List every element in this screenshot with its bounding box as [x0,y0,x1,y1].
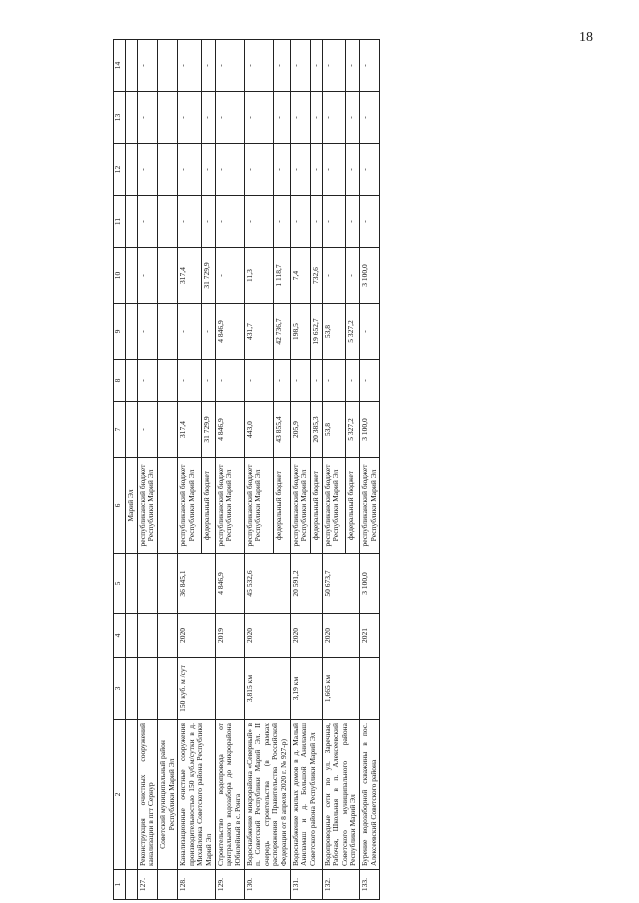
total-cost: 20 591,2 [290,554,322,614]
value-c13: - [360,92,380,144]
value-c10: 11,3 [244,248,273,304]
value-c10: - [137,248,157,304]
value-c8: - [360,360,380,402]
col-header: 11 [114,196,126,248]
col-header: 1 [114,870,126,900]
value-c7: 20 385,3 [310,402,322,458]
value-c8: - [322,360,346,402]
value-c13: - [290,92,310,144]
value-c14: - [244,40,273,92]
value-c14: - [215,40,244,92]
region-row [157,40,177,900]
object-name: Водоснабжение микрорайона «Северный» в п. Советский Республики Марий Эл. II очередь строительства (в рамках распоряжения Правительства Российской Федерации от 8 апреля 2020 г. № 927-р) [244,720,290,870]
value-c13: - [215,92,244,144]
total-cost: 3 100,0 [360,554,380,614]
year: 2020 [322,614,360,658]
value-c7: 3 100,0 [360,402,380,458]
value-c8: - [346,360,360,402]
funding-source: республиканский бюджет Республики Марий Эл [290,458,310,554]
col-header: 6 [114,458,126,554]
object-name: Строительство водопровода от центрального водозабора до микрорайона Юбилейный в с. Ронга [215,720,244,870]
total-cost: 45 532,6 [244,554,290,614]
value-c8: - [244,360,273,402]
year [137,614,157,658]
value-c11: - [310,196,322,248]
value-c10: 1 118,7 [273,248,290,304]
region-title: Советский муниципальный район Республики Марий Эл [157,720,177,870]
value-c14: - [290,40,310,92]
col-header: 14 [114,40,126,92]
value-c14: - [137,40,157,92]
capacity [137,658,157,720]
value-c9: - [178,304,202,360]
value-c12: - [290,144,310,196]
table-row [322,40,346,900]
value-c12: - [273,144,290,196]
value-c13: - [178,92,202,144]
rotated-table-container [113,40,633,900]
table-row [178,40,202,900]
value-c12: - [215,144,244,196]
value-c7: 443,0 [244,402,273,458]
value-c9: 431,7 [244,304,273,360]
value-c9: 5 327,2 [346,304,360,360]
funding-source: федеральный бюджет [310,458,322,554]
value-c10: - [215,248,244,304]
col-header: 8 [114,360,126,402]
col-header: 2 [114,720,126,870]
value-c8: - [273,360,290,402]
header-row [114,40,126,900]
object-name: Канализационные очистные сооружения производительностью 150 куб.м/сутки в д. Михайловка Советского района Республики Марий Эл [178,720,216,870]
value-c9: 198,5 [290,304,310,360]
total-cost: 36 845,1 [178,554,216,614]
row-number: 133. [360,870,380,900]
value-c14: - [346,40,360,92]
capacity: 1,665 км [322,658,360,720]
col-header: 4 [114,614,126,658]
year: 2020 [244,614,290,658]
value-c12: - [244,144,273,196]
year: 2019 [215,614,244,658]
table-row [360,40,380,900]
value-c9: 42 736,7 [273,304,290,360]
value-c14: - [273,40,290,92]
value-c13: - [346,92,360,144]
value-c13: - [137,92,157,144]
col-header: 13 [114,92,126,144]
year: 2020 [290,614,322,658]
value-c12: - [178,144,202,196]
row-number: 128. [178,870,216,900]
object-name: Бурение водозаборной скважины в пос. Алексеевский Советского района [360,720,380,870]
table-row [244,40,273,900]
value-c14: - [178,40,202,92]
value-c10: 31 729,9 [201,248,215,304]
year: 2020 [178,614,216,658]
year: 2021 [360,614,380,658]
value-c11: - [273,196,290,248]
object-name: Водопроводные сети по ул. Заречная, Рабочая, Школьная в п. Алексеевский Советского муниципального района Республики Марий Эл [322,720,360,870]
value-c11: - [244,196,273,248]
value-c12: - [346,144,360,196]
value-c8: - [178,360,202,402]
value-c9: - [360,304,380,360]
value-c8: - [290,360,310,402]
value-c11: - [346,196,360,248]
object-name: Реконструкция очистных сооружений канализации в пгт Сернур [137,720,157,870]
value-c7: 43 855,4 [273,402,290,458]
row-number: 129. [215,870,244,900]
capacity [360,658,380,720]
value-c8: - [137,360,157,402]
value-c7: 4 846,9 [215,402,244,458]
table-row [290,40,310,900]
total-cost: 50 673,7 [322,554,360,614]
value-c14: - [360,40,380,92]
col-header: 10 [114,248,126,304]
row-number: 127. [137,870,157,900]
capacity: 3,815 км [244,658,290,720]
value-c12: - [137,144,157,196]
value-c7: 317,4 [178,402,202,458]
funding-source: федеральный бюджет [201,458,215,554]
row-number: 131. [290,870,322,900]
value-c13: - [322,92,346,144]
value-c10: - [322,248,346,304]
value-c10: 3 100,0 [360,248,380,304]
value-c11: - [178,196,202,248]
value-c14: - [310,40,322,92]
col-header: 5 [114,554,126,614]
value-c14: - [322,40,346,92]
value-c7: 53,8 [322,402,346,458]
value-c9: - [201,304,215,360]
table-row [215,40,244,900]
capacity: 3,19 км [290,658,322,720]
value-c10: 7,4 [290,248,310,304]
value-c9: 4 846,9 [215,304,244,360]
value-c11: - [215,196,244,248]
capacity: 150 куб. м /сут [178,658,216,720]
funding-source: федеральный бюджет [273,458,290,554]
value-c12: - [201,144,215,196]
value-c7: 205,9 [290,402,310,458]
object-name: Водоснабжение жилых домов в д. Малый Аниламаш и д. Большой Аниламаш Советского района Республики Марий Эл [290,720,322,870]
value-c11: - [360,196,380,248]
value-c13: - [201,92,215,144]
page-number: 18 [579,30,593,45]
funding-source: республиканский бюджет Республики Марий Эл [322,458,346,554]
continuation-row [126,40,138,900]
value-c7: - [137,402,157,458]
total-cost: 4 846,9 [215,554,244,614]
value-c14: - [201,40,215,92]
value-c10: 732,6 [310,248,322,304]
value-c7: 31 729,9 [201,402,215,458]
value-c12: - [322,144,346,196]
value-c11: - [322,196,346,248]
value-c8: - [215,360,244,402]
value-c8: - [201,360,215,402]
continuation-source: Марий Эл [126,458,138,554]
row-number: 130. [244,870,290,900]
col-header: 7 [114,402,126,458]
value-c9: 19 652,7 [310,304,322,360]
value-c7: 5 327,2 [346,402,360,458]
value-c9: - [137,304,157,360]
value-c10: - [346,248,360,304]
value-c11: - [137,196,157,248]
value-c13: - [273,92,290,144]
value-c12: - [310,144,322,196]
total-cost [137,554,157,614]
value-c13: - [244,92,273,144]
value-c11: - [290,196,310,248]
row-number: 132. [322,870,360,900]
capacity [215,658,244,720]
table-row [137,40,157,900]
investment-table [113,39,380,900]
funding-source: республиканский бюджет Республики Марий Эл [215,458,244,554]
value-c8: - [310,360,322,402]
value-c9: 53,8 [322,304,346,360]
funding-source: федеральный бюджет [346,458,360,554]
funding-source: республиканский бюджет Республики Марий Эл [178,458,202,554]
value-c10: 317,4 [178,248,202,304]
col-header: 12 [114,144,126,196]
col-header: 9 [114,304,126,360]
funding-source: республиканский бюджет Республики Марий Эл [360,458,380,554]
value-c13: - [310,92,322,144]
funding-source: республиканский бюджет Республики Марий Эл [244,458,273,554]
value-c12: - [360,144,380,196]
funding-source: республиканский бюджет Республики Марий Эл [137,458,157,554]
col-header: 3 [114,658,126,720]
value-c11: - [201,196,215,248]
